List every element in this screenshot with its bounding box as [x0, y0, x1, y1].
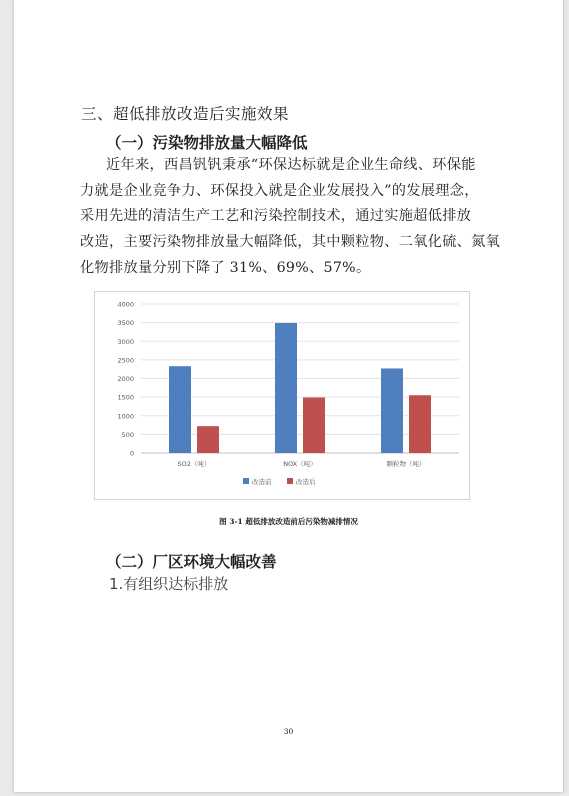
subsection-heading-2: （二）厂区环境大幅改善	[106, 553, 277, 571]
x-tick-label: 颗粒物（吨）	[386, 460, 426, 468]
y-tick-label: 3000	[117, 337, 134, 346]
x-tick-label: NOX（吨）	[283, 460, 317, 468]
subsection-heading-1: （一）污染物排放量大幅降低	[106, 134, 308, 152]
y-tick-label: 3500	[117, 319, 134, 328]
paragraph-line-4: 改造，主要污染物排放量大幅降低，其中颗粒物、二氧化硫、氮氧	[80, 234, 501, 250]
bar-after	[197, 426, 219, 453]
list-item: 1.有组织达标排放	[109, 575, 229, 593]
paragraph-line-1: 近年来，西昌钒钒秉承“环保达标就是企业生命线、环保能	[106, 157, 476, 173]
bar-after	[303, 397, 325, 453]
document-page	[14, 0, 563, 792]
chart-svg	[95, 292, 469, 499]
legend-label: 改造后	[296, 478, 316, 486]
bar-before	[169, 366, 191, 453]
page-number: 30	[283, 727, 294, 736]
y-tick-label: 2000	[117, 375, 134, 383]
legend-label: 改造前	[252, 478, 272, 486]
y-tick-label: 1500	[117, 393, 134, 402]
paragraph-line-3: 采用先进的清洁生产工艺和污染控制技术，通过实施超低排放	[80, 208, 472, 224]
paragraph-line-2: 力就是企业竞争力、环保投入就是企业发展投入”的发展理念，	[80, 183, 479, 199]
legend-swatch	[243, 478, 249, 484]
paragraph-line-5: 化物排放量分别下降了 31%、69%、57%。	[80, 260, 371, 276]
y-tick-label: 500	[121, 430, 134, 439]
figure-caption: 图 3-1 超低排放改造前后污染物减排情况	[219, 517, 358, 526]
x-tick-label: SO2（吨）	[177, 460, 211, 468]
bar-after	[409, 395, 431, 453]
emission-bar-chart	[94, 291, 470, 500]
y-tick-label: 0	[129, 449, 134, 458]
bar-before	[381, 368, 403, 453]
legend-swatch	[287, 478, 293, 484]
section-heading: 三、超低排放改造后实施效果	[81, 105, 290, 123]
bar-before	[275, 323, 297, 453]
y-tick-label: 2500	[117, 356, 134, 365]
y-tick-label: 4000	[117, 300, 134, 309]
y-tick-label: 1000	[117, 412, 134, 421]
